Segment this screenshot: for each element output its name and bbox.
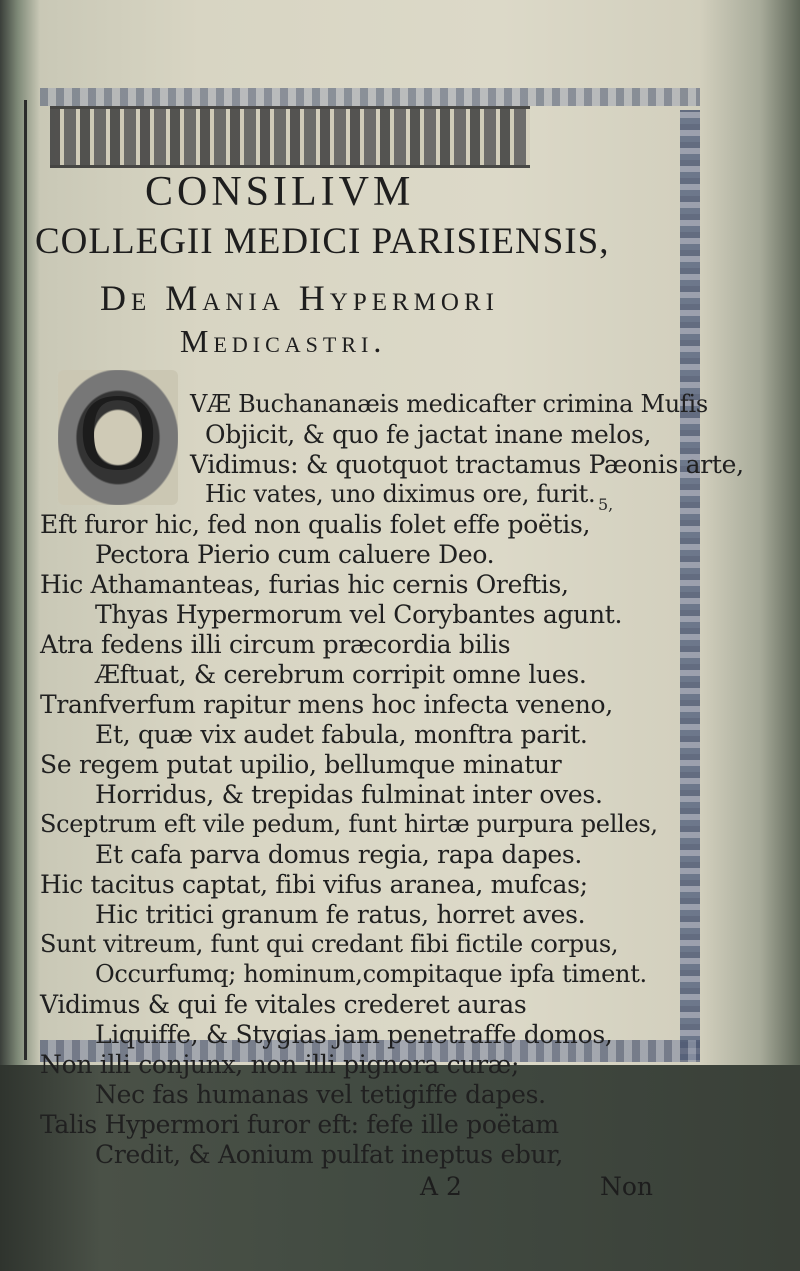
poem-line: Se regem putat upilio, bellumque minatur [40,750,562,779]
title-medicastri: Medicastri. [180,323,387,359]
poem-line: Objicit, & quo fe jactat inane melos, [205,420,652,449]
poem-line: Et, quæ vix audet fabula, monftra parit. [95,720,588,749]
poem-line: Thyas Hypermorum vel Corybantes agunt. [95,600,623,629]
poem-line: Pectora Pierio cum caluere Deo. [95,540,495,569]
decorated-initial-letter: O [78,371,158,493]
poem-line: Vidimus: & quotquot tractamus Pæonis arte, [190,450,744,479]
poem-line: Talis Hypermori furor eft: fefe ille poëtam [40,1110,559,1139]
poem-line: Eft furor hic, fed non qualis folet effe poëtis, [40,510,591,539]
title-collegii: COLLEGII MEDICI PARISIENSIS, [35,221,610,262]
poem-line: Hic tritici granum fe ratus, horret aves. [95,900,586,929]
poem-line: Tranfverfum rapitur mens hoc infecta veneno, [40,690,613,719]
poem-line: Sunt vitreum, funt qui credant fibi fictile corpus, [40,930,619,958]
poem-line: Liquiffe, & Stygias jam penetraffe domos, [95,1020,613,1049]
poem-line: Credit, & Aonium pulfat ineptus ebur, [95,1140,563,1169]
poem-line: Non illi conjunx, non illi pignora curæ; [40,1050,520,1079]
signature-mark: A 2 [420,1172,462,1201]
poem-line: VÆ Buchananæis medicafter crimina Mufis [190,390,708,418]
poem-line: Vidimus & qui fe vitales crederet auras [40,990,527,1019]
title-de-mania: De Mania Hypermori [100,278,499,318]
title-consilium: CONSILIVM [145,169,415,215]
margin-note: 5, [598,495,614,514]
poem-line: Hic vates, uno diximus ore, furit. [205,480,596,508]
poem-line: Hic Athamanteas, furias hic cernis Oreftis, [40,570,569,599]
poem-line: Horridus, & trepidas fulminat inter oves. [95,780,603,809]
catchword: Non [600,1172,654,1201]
poem-line: Hic tacitus captat, fibi vifus aranea, mufcas; [40,870,588,899]
poem-line: Æftuat, & cerebrum corripit omne lues. [95,660,587,689]
poem-line: Nec fas humanas vel tetigiffe dapes. [95,1080,546,1109]
poem-line: Et cafa parva domus regia, rapa dapes. [95,840,583,869]
poem-line: Occurfumq; hominum,compitaque ipfa timent. [95,960,647,988]
poem-line: Sceptrum eft vile pedum, funt hirtæ purpura pelles, [40,810,658,838]
poem-line: Atra fedens illi circum præcordia bilis [40,630,511,659]
